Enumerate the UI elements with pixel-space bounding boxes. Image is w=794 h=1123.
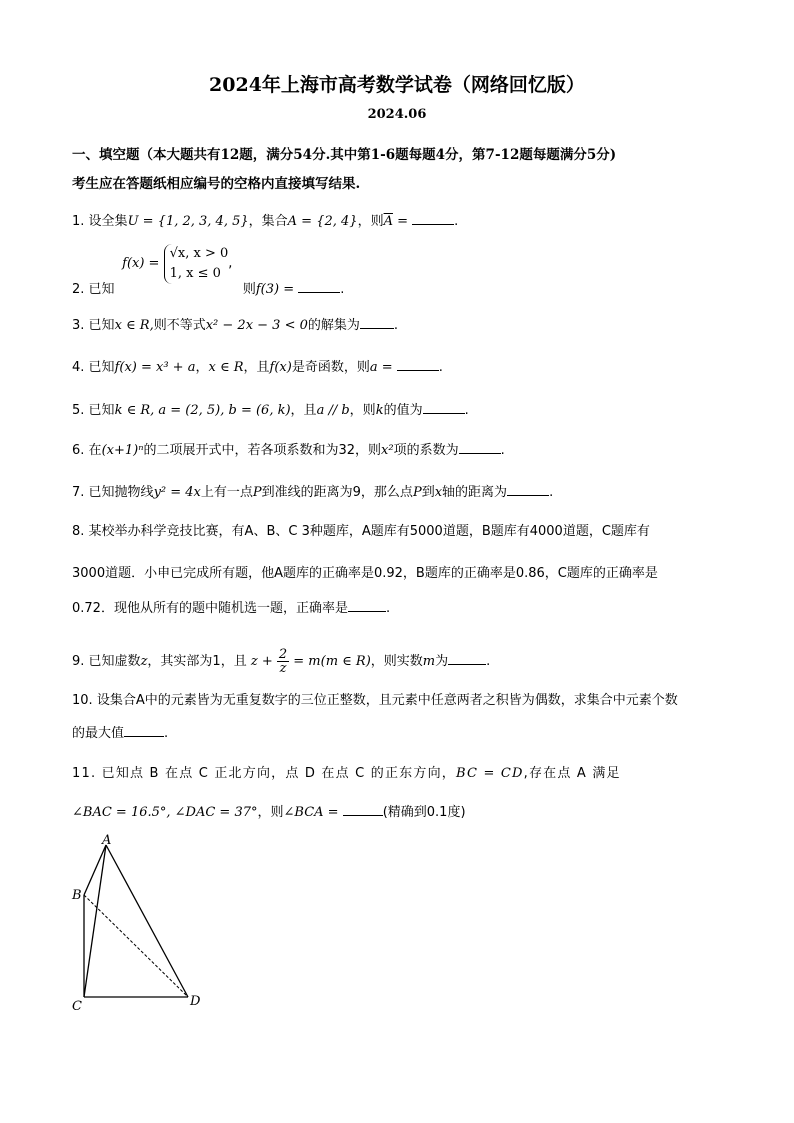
answer-blank[interactable] bbox=[412, 212, 454, 225]
label-d: D bbox=[190, 994, 201, 1009]
fraction: $\frac{2}{z}$ bbox=[278, 647, 288, 676]
question-5: 5. 已知k ∈ R, a = (2, 5), b = (6, k)，且a // b，则k的值为 . bbox=[72, 403, 469, 418]
question-9: 9. 已知虚数z，其实部为1，且 z + $\frac{2}{z}$ = m(m ∈ R)，则实数m为 . bbox=[72, 647, 491, 676]
question-6: 6. 在(x+1)ⁿ的二项展开式中，若各项系数和为32，则x²项的系数为 . bbox=[72, 443, 505, 458]
page-title: 2024年上海市高考数学试卷（网络回忆版） bbox=[209, 74, 585, 96]
piecewise-brace: √x, x > 0 1, x ≤ 0 bbox=[164, 244, 229, 284]
question-2: f(x) = √x, x > 0 1, x ≤ 0 , bbox=[72, 244, 232, 284]
question-8-line3: 0.72．现他从所有的题中随机选一题，正确率是 . bbox=[72, 601, 391, 616]
question-7: 7. 已知抛物线y² = 4x上有一点P到准线的距离为9，那么点P到x轴的距离为 . bbox=[72, 485, 554, 500]
question-4: 4. 已知f(x) = x³ + a，x ∈ R，且f(x)是奇函数，则a = . bbox=[72, 360, 443, 375]
label-b: B bbox=[72, 888, 82, 903]
answer-blank[interactable] bbox=[507, 483, 549, 496]
segment-ad bbox=[106, 845, 188, 997]
answer-blank[interactable] bbox=[124, 724, 164, 737]
question-11: 11. 已知点 B 在点 C 正北方向，点 D 在点 C 的正东方向，BC = CD,存在点 A 满足 bbox=[72, 766, 621, 781]
answer-blank[interactable] bbox=[448, 652, 486, 665]
question-10-line2: 的最大值 . bbox=[72, 726, 169, 741]
answer-blank[interactable] bbox=[459, 441, 501, 454]
label-a: A bbox=[102, 833, 112, 848]
answer-blank[interactable] bbox=[397, 358, 439, 371]
question-11-line2: ∠BAC = 16.5°, ∠DAC = 37°，则∠BCA = (精确到0.1度) bbox=[72, 805, 466, 820]
question-10: 10. 设集合A中的元素皆为无重复数字的三位正整数，且元素中任意两者之积皆为偶数，求集合中元素个数 bbox=[72, 693, 678, 708]
segment-bd-dashed bbox=[84, 895, 188, 997]
question-8-line2: 3000道题．小申已完成所有题，他A题库的正确率是0.92，B题库的正确率是0.86，C题库的正确率是 bbox=[72, 566, 658, 581]
answer-blank[interactable] bbox=[348, 599, 386, 612]
question-8: 8. 某校举办科学竞技比赛，有A、B、C 3种题库，A题库有5000道题，B题库有4000道题，C题库有 bbox=[72, 524, 650, 539]
answer-blank[interactable] bbox=[298, 280, 340, 293]
section-heading: 一、填空题（本大题共有12题，满分54分.其中第1-6题每题4分，第7-12题每题满分5分) bbox=[72, 147, 617, 163]
question-2-line: 2. 已知 则f(3) = . bbox=[72, 282, 345, 297]
answer-blank[interactable] bbox=[343, 803, 383, 816]
question-number: 1. bbox=[72, 214, 85, 229]
question-3: 3. 已知x ∈ R,则不等式x² − 2x − 3 < 0的解集为 . bbox=[72, 318, 399, 333]
question-1: 1. 设全集U = {1, 2, 3, 4, 5}，集合A = {2, 4}，则$\overline{A}$ = . bbox=[72, 214, 459, 229]
section-instruction: 考生应在答题纸相应编号的空格内直接填写结果. bbox=[72, 176, 361, 192]
exam-date: 2024.06 bbox=[367, 107, 427, 122]
answer-blank[interactable] bbox=[423, 401, 465, 414]
label-c: C bbox=[72, 999, 82, 1014]
triangle-figure bbox=[66, 833, 226, 1018]
answer-blank[interactable] bbox=[360, 316, 394, 329]
segment-ca bbox=[84, 845, 106, 997]
